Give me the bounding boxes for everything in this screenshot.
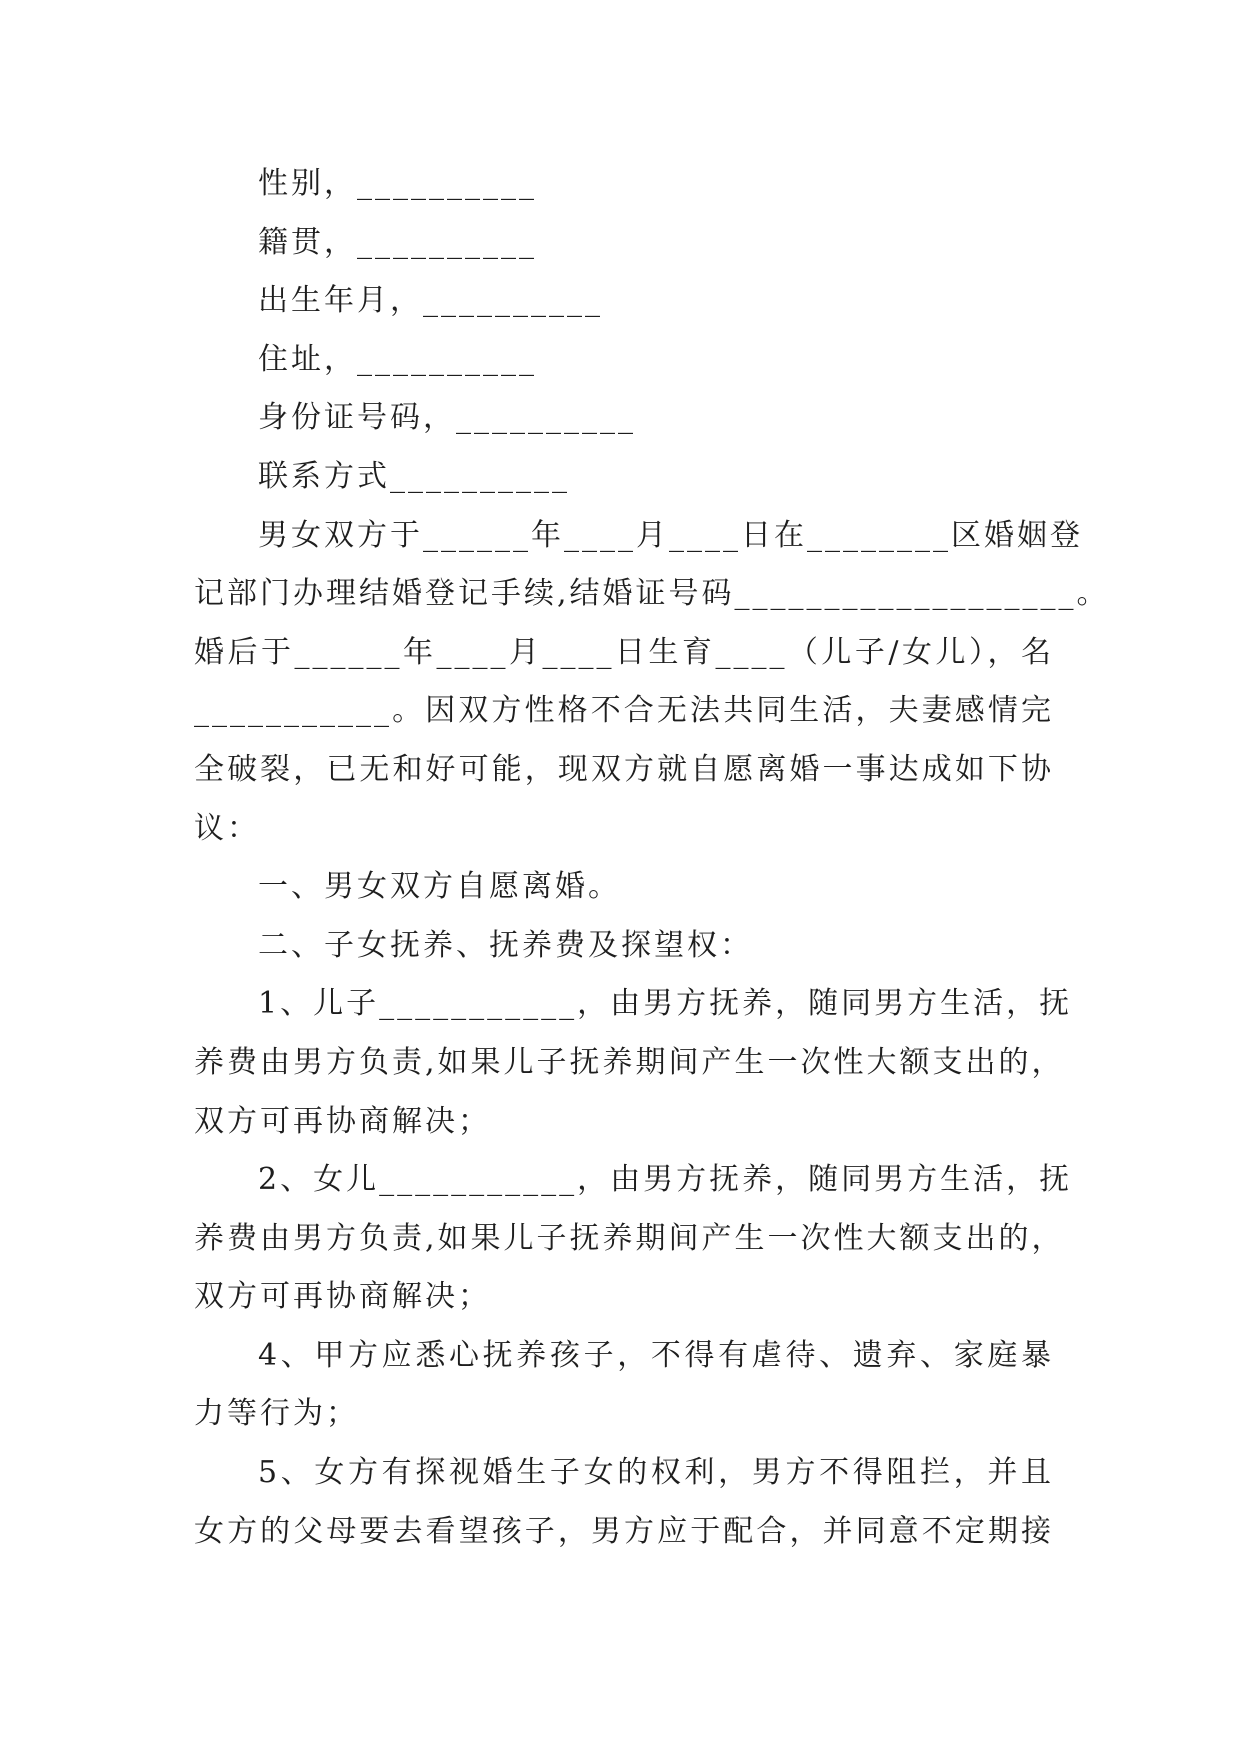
paragraph-line: 女方的父母要去看望孩子，男方应于配合，并同意不定期接: [194, 1513, 1054, 1549]
paragraph-line: 双方可再协商解决；: [194, 1103, 491, 1139]
field-id-number: 身份证号码，__________: [258, 400, 636, 436]
paragraph-line: 养费由男方负责,如果儿子抚养期间产生一次性大额支出的，: [194, 1044, 1065, 1080]
paragraph-line: 养费由男方负责,如果儿子抚养期间产生一次性大额支出的，: [194, 1220, 1065, 1256]
paragraph-line: 力等行为；: [194, 1396, 359, 1432]
paragraph-line: 全破裂，已无和好可能，现双方就自愿离婚一事达成如下协: [194, 751, 1054, 787]
paragraph-line: ___________。因双方性格不合无法共同生活，夫妻感情完: [194, 693, 1054, 729]
paragraph-line: 双方可再协商解决；: [194, 1279, 491, 1315]
clause-heading: 二、子女抚养、抚养费及探望权：: [258, 927, 753, 963]
paragraph-line: 男女双方于______年____月____日在________区婚姻登: [258, 517, 1083, 553]
field-address: 住址，__________: [258, 341, 537, 377]
paragraph-line: 议：: [194, 810, 260, 846]
paragraph-line: 1、儿子___________，由男方抚养，随同男方生活，抚: [258, 986, 1073, 1022]
document-body: [194, 155, 1110, 1561]
paragraph-line: 2、女儿___________，由男方抚养，随同男方生活，抚: [258, 1162, 1073, 1198]
field-gender: 性别，__________: [258, 166, 537, 201]
field-birth-date: 出生年月，__________: [258, 283, 603, 319]
paragraph-line: 婚后于______年____月____日生育____（儿子/女儿），名: [194, 634, 1054, 670]
paragraph-line: 5、女方有探视婚生子女的权利，男方不得阻拦，并且: [258, 1455, 1054, 1491]
paragraph-line: 记部门办理结婚登记手续,结婚证号码___________________。: [194, 576, 1110, 612]
clause-heading: 一、男女双方自愿离婚。: [258, 869, 621, 905]
field-contact: 联系方式__________: [258, 458, 570, 494]
field-native-place: 籍贯，__________: [258, 224, 537, 260]
paragraph-line: 4、甲方应悉心抚养孩子，不得有虐待、遗弃、家庭暴: [258, 1337, 1054, 1373]
